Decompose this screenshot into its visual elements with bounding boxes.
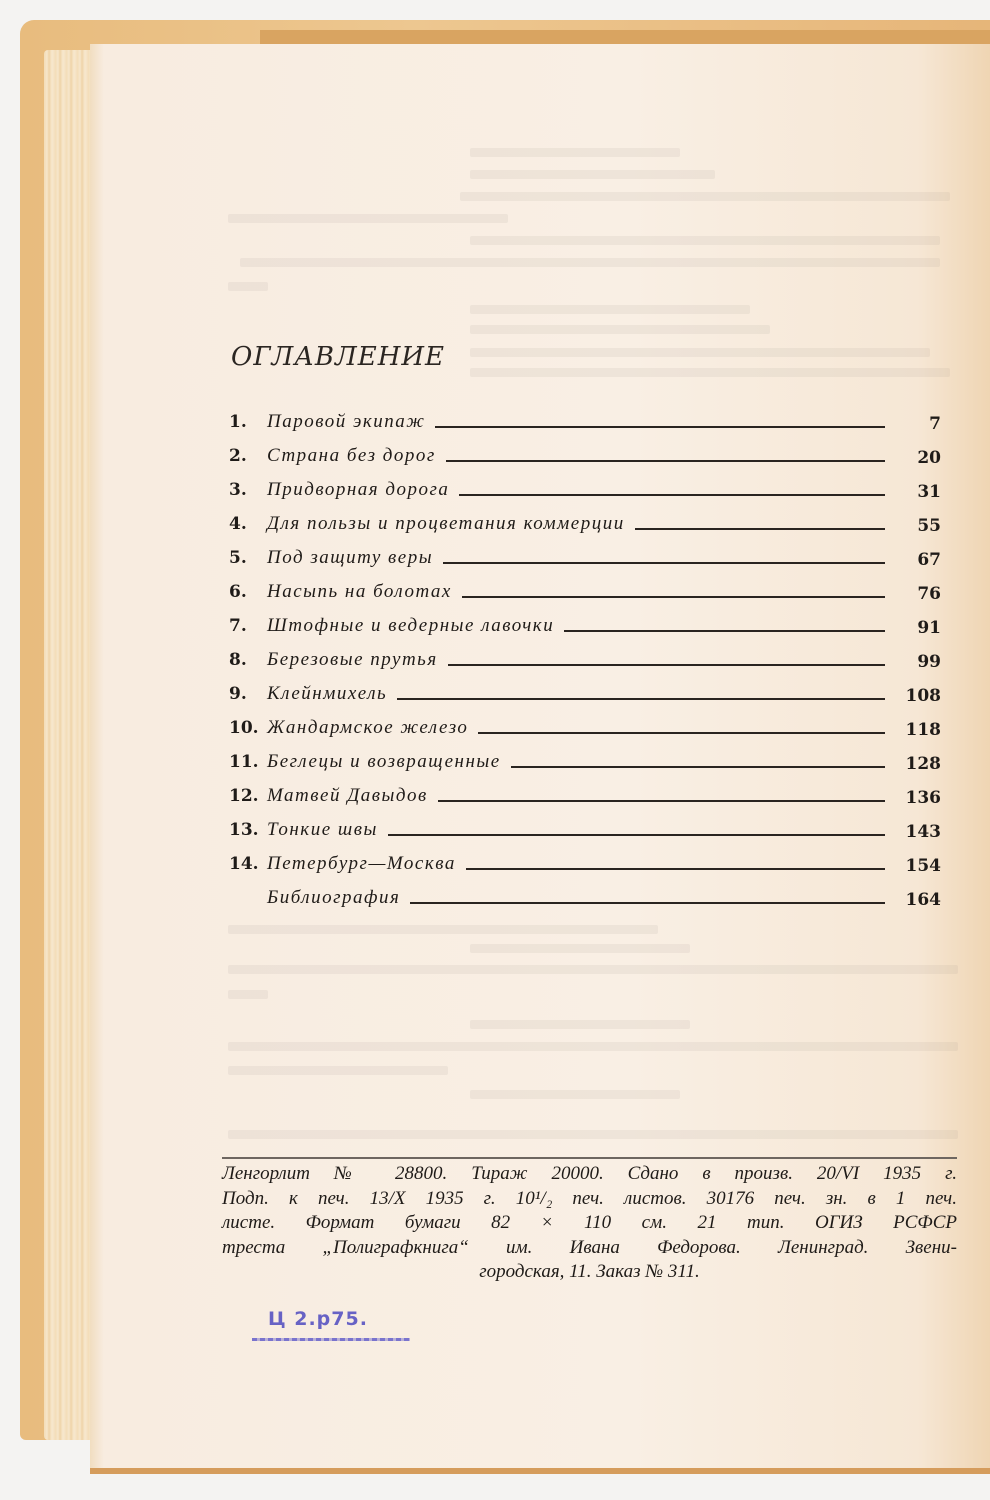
toc-entry	[229, 742, 941, 776]
toc-entry-page: 7	[929, 414, 941, 434]
toc-entry-title: Жандармское железо	[267, 717, 469, 738]
colophon-line: листе. Формат бумаги 82 × 110 см. 21 тип. ОГИЗ РСФСР	[222, 1212, 957, 1233]
toc-entry-title: Библиография	[267, 887, 401, 908]
toc-entry	[229, 844, 941, 878]
toc-leader-line	[438, 800, 885, 802]
toc-entry-title: Клейнмихель	[267, 683, 388, 704]
toc-entry-number: 14.	[229, 854, 259, 874]
toc-entry-page: 154	[905, 856, 941, 876]
toc-entry-page: 164	[905, 890, 941, 910]
toc-entry-number: 4.	[229, 514, 247, 534]
library-stamp: Ц 2.р75.	[268, 1308, 368, 1330]
toc-entry	[229, 402, 941, 436]
toc-entry-bibliography	[229, 878, 941, 912]
toc-entry-title: Под защиту веры	[267, 547, 434, 568]
toc-entry-page: 108	[905, 686, 941, 706]
toc-entry-number: 5.	[229, 548, 247, 568]
toc-leader-line	[410, 902, 885, 904]
toc-entry-title: Тонкие швы	[267, 819, 378, 840]
toc-entry	[229, 640, 941, 674]
page-gutter	[90, 44, 104, 1468]
toc-entry-number: 3.	[229, 480, 247, 500]
toc-entry-title: Штофные и ведерные лавочки	[267, 615, 555, 636]
toc-leader-line	[462, 596, 885, 598]
toc-entry	[229, 470, 941, 504]
toc-entry-page: 143	[905, 822, 941, 842]
toc-entry-number: 2.	[229, 446, 247, 466]
toc-entry	[229, 810, 941, 844]
toc-entry-page: 55	[917, 516, 941, 536]
toc-leader-line	[511, 766, 885, 768]
toc-entry-page: 31	[917, 482, 941, 502]
toc-entry	[229, 538, 941, 572]
toc-entry-number: 10.	[229, 718, 259, 738]
table-of-contents	[229, 402, 941, 912]
toc-leader-line	[446, 460, 885, 462]
toc-entry-page: 67	[917, 550, 941, 570]
colophon-line: Ленгорлит № 28800. Тираж 20000. Сдано в произв. 20/VI 1935 г.	[222, 1163, 957, 1184]
colophon-divider	[222, 1157, 957, 1159]
toc-entry	[229, 572, 941, 606]
toc-entry-number	[229, 908, 267, 912]
toc-entry-title: Страна без дорог	[267, 445, 436, 466]
toc-entry-page: 118	[905, 720, 941, 740]
toc-entry-number: 12.	[229, 786, 259, 806]
toc-leader-line	[459, 494, 885, 496]
toc-entry-page: 91	[917, 618, 941, 638]
toc-leader-line	[466, 868, 885, 870]
toc-leader-line	[448, 664, 885, 666]
stamp-underline	[252, 1338, 410, 1341]
toc-entry-number: 13.	[229, 820, 259, 840]
toc-leader-line	[443, 562, 885, 564]
toc-entry	[229, 504, 941, 538]
toc-entry-number: 1.	[229, 412, 247, 432]
toc-entry-number: 7.	[229, 616, 247, 636]
toc-entry-number: 6.	[229, 582, 247, 602]
toc-leader-line	[478, 732, 885, 734]
toc-entry	[229, 606, 941, 640]
toc-entry	[229, 708, 941, 742]
toc-entry-title: Петербург—Москва	[267, 853, 456, 874]
toc-entry-title: Беглецы и возвращенные	[267, 751, 501, 772]
toc-entry-title: Придворная дорога	[267, 479, 450, 500]
colophon-line: городская, 11. Заказ № 311.	[479, 1261, 700, 1282]
toc-entry-title: Матвей Давыдов	[267, 785, 428, 806]
colophon-line: Подп. к печ. 13/X 1935 г. 10¹/₂ печ. листов. 30176 печ. зн. в 1 печ.	[222, 1187, 957, 1209]
toc-entry	[229, 436, 941, 470]
toc-entry-page: 128	[905, 754, 941, 774]
toc-entry-title: Березовые прутья	[267, 649, 438, 670]
toc-entry-title: Паровой экипаж	[267, 411, 426, 432]
colophon	[222, 1162, 957, 1285]
toc-entry-page: 136	[905, 788, 941, 808]
toc-entry	[229, 776, 941, 810]
colophon-line: треста „Полиграфкнига“ им. Ивана Федорова. Ленинград. Звени-	[222, 1236, 957, 1258]
toc-leader-line	[564, 630, 885, 632]
toc-leader-line	[635, 528, 885, 530]
toc-entry-page: 99	[917, 652, 941, 672]
toc-entry	[229, 674, 941, 708]
toc-entry-title: Насыпь на болотах	[267, 581, 452, 602]
toc-entry-title: Для пользы и процветания коммерции	[267, 513, 625, 534]
toc-entry-number: 11.	[229, 752, 259, 772]
toc-entry-number: 8.	[229, 650, 247, 670]
toc-heading: ОГЛАВЛЕНИЕ	[231, 342, 446, 372]
toc-entry-page: 76	[917, 584, 941, 604]
toc-leader-line	[397, 698, 885, 700]
toc-entry-number: 9.	[229, 684, 247, 704]
toc-leader-line	[388, 834, 885, 836]
toc-entry-page: 20	[917, 448, 941, 468]
toc-leader-line	[435, 426, 885, 428]
